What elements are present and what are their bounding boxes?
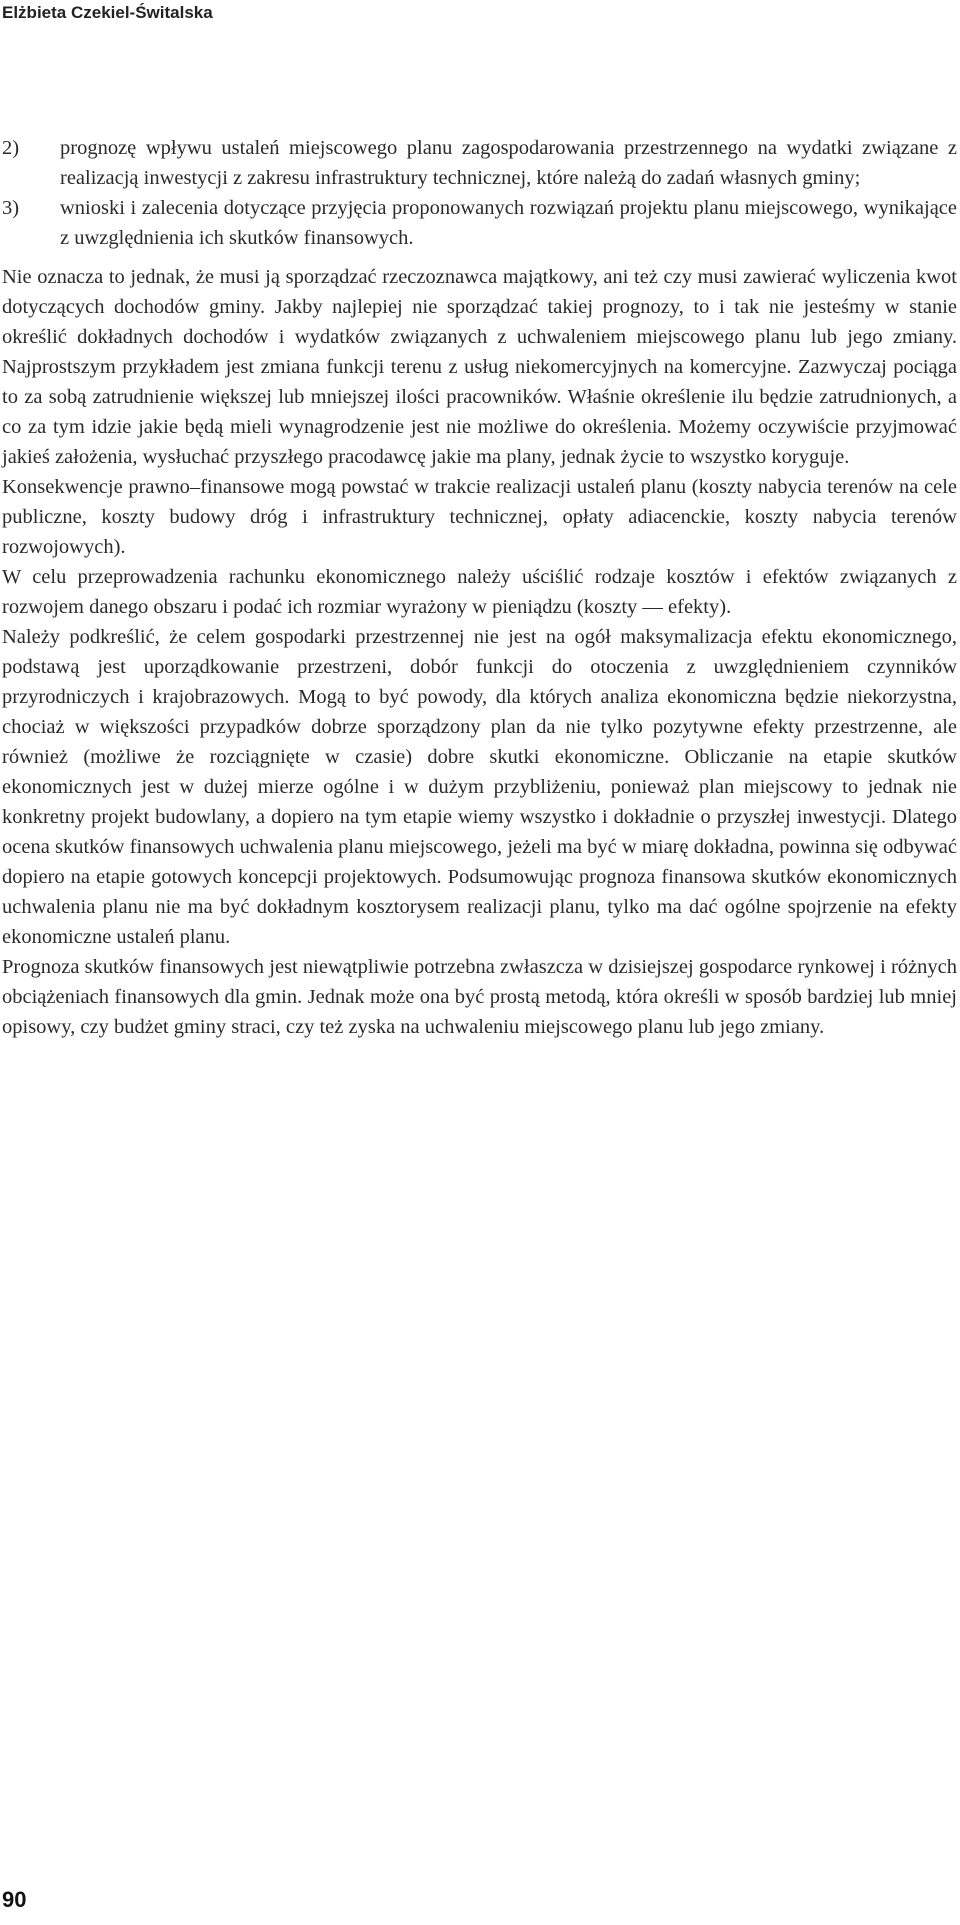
list-item-text: prognozę wpływu ustaleń miejscowego planu zagospodarowania przestrzennego na wydatki związane z realizacją inwestycji z zakresu infrastruktury technicznej, które należą do zadań własnych gminy; xyxy=(60,137,957,189)
list-item-text: wnioski i zalecenia dotyczące przyjęcia proponowanych rozwiązań projektu planu miejscowego, wynikające z uwzględnienia ich skutków finansowych. xyxy=(60,197,957,249)
page-body xyxy=(2,133,957,1042)
list-item-number: 3) xyxy=(2,197,20,219)
list-item xyxy=(2,133,957,193)
paragraph: Nie oznacza to jednak, że musi ją sporządzać rzeczoznawca majątkowy, ani też czy musi zawierać wyliczenia kwot dotyczących dochodów gminy. Jakby najlepiej nie sporządzać takiej prognozy, to i tak nie jesteśmy w stanie określić dokładnych dochodów i wydatków związanych z uchwaleniem miejscowego planu lub jego zmiany. Najprostszym przykładem jest zmiana funkcji terenu z usług niekomercyjnych na komercyjne. Zazwyczaj pociąga to za sobą zatrudnienie większej lub mniejszej ilości pracowników. Właśnie określenie ilu będzie zatrudnionych, a co za tym idzie jakie będą mieli wynagrodzenie jest nie możliwe do określenia. Możemy oczywiście przyjmować jakieś założenia, wysłuchać przyszłego pracodawcę jakie ma plany, jednak życie to wszystko koryguje. xyxy=(2,266,957,468)
paragraph: Konsekwencje prawno–finansowe mogą powstać w trakcie realizacji ustaleń planu (koszty nabycia terenów na cele publiczne, koszty budowy dróg i infrastruktury technicznej, opłaty adiacenckie, koszty nabycia terenów rozwojowych). xyxy=(2,476,957,558)
paragraph: Należy podkreślić, że celem gospodarki przestrzennej nie jest na ogół maksymalizacja efektu ekonomicznego, podstawą jest uporządkowanie przestrzeni, dobór funkcji do otoczenia z uwzględnieniem czynników przyrodniczych i krajobrazowych. Mogą to być powody, dla których analiza ekonomiczna będzie niekorzystna, chociaż w większości przypadków dobrze sporządzony plan da nie tylko pozytywne efekty przestrzenne, ale również (możliwe że rozciągnięte w czasie) dobre skutki ekonomiczne. Obliczanie na etapie skutków ekonomicznych jest w dużej mierze ogólne i w dużym przybliżeniu, ponieważ plan miejscowy to jednak nie konkretny projekt budowlany, a dopiero na tym etapie wiemy wszystko i dokładnie o przyszłej inwestycji. Dlatego ocena skutków finansowych uchwalenia planu miejscowego, jeżeli ma być w miarę dokładna, powinna się odbywać dopiero na etapie gotowych koncepcji projektowych. Podsumowując prognoza finansowa skutków ekonomicznych uchwalenia planu nie ma być dokładnym kosztorysem realizacji planu, tylko ma dać ogólne spojrzenie na efekty ekonomiczne ustaleń planu. xyxy=(2,626,957,948)
list-item-number: 2) xyxy=(2,137,20,159)
numbered-list xyxy=(2,133,957,253)
list-item xyxy=(2,193,957,253)
running-header-author: Elżbieta Czekiel-Świtalska xyxy=(2,3,213,22)
paragraph: W celu przeprowadzenia rachunku ekonomicznego należy uściślić rodzaje kosztów i efektów związanych z rozwojem danego obszaru i podać ich rozmiar wyrażony w pieniądzu (koszty — efekty). xyxy=(2,566,957,618)
page-number: 90 xyxy=(2,1887,27,1912)
paragraph: Prognoza skutków finansowych jest niewątpliwie potrzebna zwłaszcza w dzisiejszej gospodarce rynkowej i różnych obciążeniach finansowych dla gmin. Jednak może ona być prostą metodą, która określi w sposób bardziej lub mniej opisowy, czy budżet gminy straci, czy też zyska na uchwaleniu miejscowego planu lub jego zmiany. xyxy=(2,956,957,1038)
